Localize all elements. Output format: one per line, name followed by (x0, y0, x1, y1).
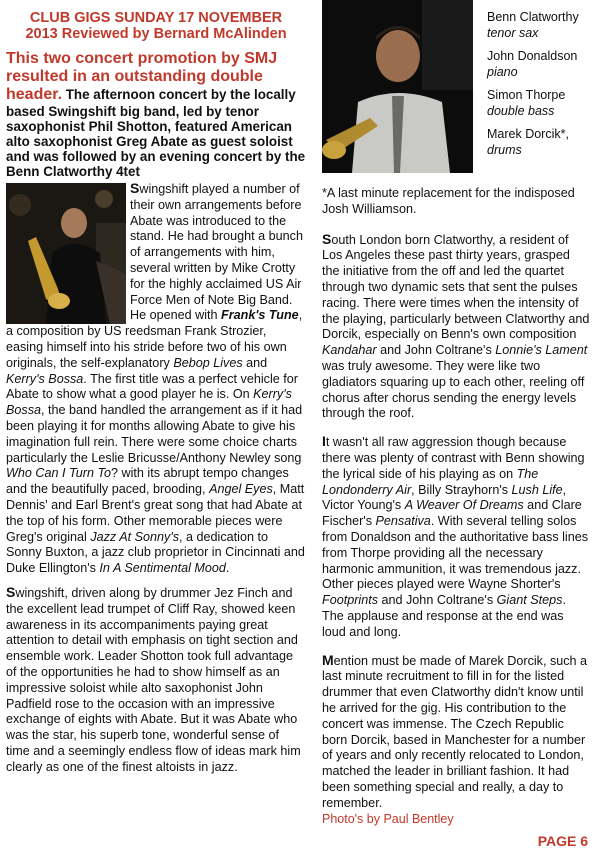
text-run: and John Coltrane's (376, 343, 496, 358)
text-run: Lush Life (511, 482, 563, 497)
text-run: , Billy Strayhorn's (411, 482, 512, 497)
musician-instrument: tenor sax (487, 25, 539, 40)
text-run: , a composition by US reedsman Frank Strozier, easing himself into his stride before two of his own originals, the self-explanatory (6, 308, 303, 370)
text-run: , Victor Young's (322, 482, 567, 513)
text-run: Lonnie's Lament (495, 343, 588, 358)
text-run: M (322, 651, 334, 668)
page-title (6, 10, 306, 42)
text-run: , the band handled the arrangement as if it had been playing it for months allowing Abate to give his imagination full rein. There were some choice charts particularly the Leslie Bricusse/Anthony Newley song (6, 403, 303, 465)
text-run: The Londonderry Air (322, 466, 539, 497)
text-run: . With several telling solos from Donaldson and the authoritative bass lines from Thorpe providing all the necessary harmonic ammunition, it was tremendous jazz. Other pieces played were Wayne Shorter's (322, 514, 589, 592)
text-run: . The applause and response at the end was loud and long. (322, 593, 566, 639)
right-text (322, 186, 590, 826)
text-run: Pensativa (375, 514, 431, 529)
footnote: *A last minute replacement for the indisposed Josh Williamson. (322, 186, 575, 216)
text-run: ? with its abrupt tempo changes and the beautifully paced, brooding, (6, 466, 289, 497)
title-line-1: CLUB GIGS SUNDAY 17 NOVEMBER (29, 10, 283, 26)
clatworthy-photo (322, 0, 473, 173)
musician-instrument: double bass (487, 103, 555, 118)
musician-name: Benn Clatworthy (487, 10, 579, 24)
text-run: Who Can I Turn To (6, 466, 111, 481)
saxophonist-photo (6, 183, 126, 324)
paragraph-clatworthy-2 (322, 434, 590, 640)
lead-headline: This two concert promotion by SMJ resulted in an outstanding double header. (6, 50, 278, 103)
text-run: I (322, 433, 326, 450)
text-run: Bebop Lives (173, 355, 243, 370)
text-run: Jazz At Sonny's (90, 529, 180, 544)
personnel-list (487, 10, 597, 166)
paragraph-clatworthy-1 (322, 232, 590, 423)
text-run: S (6, 583, 16, 600)
text-run: Giant Steps (496, 593, 563, 608)
text-run: and John Coltrane's (378, 593, 497, 608)
text-run: ention must be made of Marek Dorcik, such a last minute recruitment to fill in for the listed drummer that even Clatworthy didn't know until he arrived for the gig. His contribution to the concert was immense. The Czech Republic born Dorcik, based in Manchester for a number of years and only recently relocated to London, matched the leader in brilliant fashion. It had been something special and really, a day to remember. (322, 653, 588, 810)
text-run: wingshift, driven along by drummer Jez Finch and the excellent lead trumpet of Cliff Ray, showed keen awareness in its accompaniments paying great attention to detail with emphasis on tight section and ensemble work. Leader Shotton took full advantage of the opportunities he had to show himself as an impressive soloist while alto saxophonist John Padfield rose to the occasion with an impressive exchange of eights with Abate. But it was Abate who was the star, his superb tone, wonderful sense of time and a seemingly endless flow of ideas mark him clearly as one of the finest altoists in jazz. (6, 585, 301, 774)
text-run: , a dedication to Sonny Buxton, a jazz club proprietor in Cincinnati and Duke Ellington's (6, 529, 305, 576)
text-run: Angel Eyes (209, 482, 273, 497)
text-run: . The first title was a perfect vehicle for Abate to show what a good player he is. On (6, 371, 298, 402)
text-run: A Weaver Of Dreams (404, 498, 524, 513)
lead-paragraph (6, 50, 306, 179)
left-column (6, 0, 306, 775)
text-run: and Clare Fischer's (322, 498, 582, 529)
text-run: and (242, 355, 268, 370)
musician-instrument: piano (487, 64, 518, 79)
text-run: Frank's Tune (221, 308, 299, 323)
text-run: t wasn't all raw aggression though because there was plenty of contrast with Benn showing the lyrical side of his playing as on (322, 435, 585, 481)
title-line-2: 2013 Reviewed by Bernard McAlinden (25, 26, 287, 42)
text-run: outh London born Clatworthy, a resident of Los Angeles these past thirty years, grasped the initiative from the off and led the quartet through two dynamic sets that sent the pulses racing. There were times when the intensity of the playing, particularly between Clatworthy and Dorcik, especially on Benn's own composition (322, 232, 590, 342)
text-run: Kandahar (322, 343, 377, 358)
body-left-1 (6, 181, 306, 577)
paragraph-swingshift-2 (6, 585, 306, 776)
paragraph-dorcik (322, 653, 590, 812)
text-run: was truly awesome. They were like two gladiators squaring up to each other, reeling off chorus after chorus sending the energy levels through the roof. (322, 358, 585, 421)
page-number: PAGE 6 (537, 833, 588, 849)
text-run: Footprints (322, 593, 378, 608)
lead-text: The afternoon concert by the locally based Swingshift big band, led by tenor saxophonist Phil Shotton, featured American alto saxophonist Greg Abate as guest soloist and was followed by an evening concert by the Benn Clatworthy 4tet (6, 87, 306, 179)
photo-credit: Photo's by Paul Bentley (322, 812, 454, 827)
text-run: In A Sentimental Mood (99, 561, 226, 576)
text-run: , Matt Dennis' and Earl Brent's great song that had Abate at the top of his form. Other memorable pieces were Greg's original (6, 482, 305, 544)
musician-name: Marek Dorcik*, (487, 127, 569, 141)
musician-instrument: drums (487, 142, 522, 157)
musician-name: Simon Thorpe (487, 88, 566, 102)
text-run: Kerry's Bossa (6, 371, 84, 386)
text-run: Kerry's Bossa (6, 387, 292, 418)
text-run: . (225, 561, 230, 576)
text-run: S (130, 180, 140, 196)
text-run: wingshift played a number of their own arrangements before Abate was introduced to the stand. He had brought a bunch of arrangements with him, several written by Mike Crotty for the highly acclaimed US Air Force Men of Note Big Band. He opened with (130, 182, 303, 323)
text-run: S (322, 230, 332, 247)
musician-name: John Donaldson (487, 49, 578, 63)
